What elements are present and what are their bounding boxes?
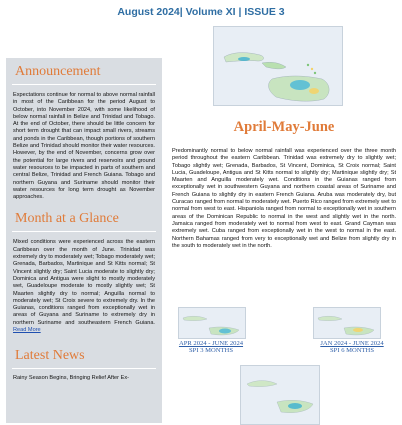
caption-period: APR 2024 - JUNE 2024 [178,340,244,347]
sidebar [6,58,162,423]
spi-6-month-map [313,307,381,339]
spi-6-month-caption [309,340,395,355]
month-at-glance-text: Mixed conditions were experienced across the eastern Caribbean over the month of June. Trinidad was extremely dry to moderately wet; Tobago moderately wet; Grenada, Barbados, Martinique and St Kitts normal; St Vincent slightly dry; Saint Lucia moderate to slightly dry; Dominica and Antigua were slight to mostly moderately wet, Guadeloupe moderate to mostly slightly wet; St Maarten slightly dry to normal; Anguilla normal to moderately wet; St Croix severe to extremely dry. In the Guianas, conditions ranged from exceptionally wet in areas of Guyana and Suriname to extremely dry in northern Suriname and southeastern French Guiana. [13,239,155,326]
news-item[interactable]: Rainy Season Begins, Bringing Relief After Ex- [13,375,129,382]
spi-map-bottom [240,365,320,425]
spi-3-month-caption [168,340,254,355]
divider [12,84,156,85]
main-body-text: Predominantly normal to below normal rainfall was experienced over the three month period throughout the eastern Caribbean. Trinidad was extremely dry to slightly wet; Tobago slightly wet; Grenada, Barbados, St Vincent, Dominica, St Croix normal; Saint Lucia, Guadeloupe, Antigua and St Kitts normal to slightly dry; Martinique slightly dry; St Maarten and Anguilla moderately wet. Conditions in the Guianas ranged from exceptionally wet in southwestern Guyana and northern coastal areas of Suriname and French Guiana to slightly dry in eastern French Guiana. Aruba was moderately dry, but Curacao ranged from normal to moderately wet. Puerto Rico ranged from extremely wet to normal from west to east. Hispaniola ranged from normal to exceptionally wet in southern areas of the Dominican Republic to normal in the west and slightly wet in the north. Jamaica ranged from moderately wet to normal from west to east. Grand Cayman was extremely wet. Cuba ranged from exceptionally wet in the west to normal in the east. Northern Bahamas ranged from very to exceptionally wet and Belize from slightly dry in the south to moderately wet in the north. [172,148,396,249]
month-at-glance-body [6,239,162,334]
divider [12,231,156,232]
month-at-glance-title: Month at a Glance [15,211,119,227]
spi-map-main [213,26,343,106]
spi-3-month-map [178,307,246,339]
divider [12,368,156,369]
caption-period: JAN 2024 - JUNE 2024 [320,340,384,347]
page-title: April-May-June [233,119,335,135]
latest-news-title: Latest News [15,348,85,364]
caption-index: SPI 6 MONTHS [330,347,374,355]
announcement-title: Announcement [15,64,101,79]
read-more-link[interactable]: Read More [13,327,41,334]
announcement-body: Expectations continue for normal to above normal rainfall in most of the Caribbean for the period August to October, into November 2024, with some likelihood of below normal rainfall in Belize and Trinidad and Tobago. At the end of October, there should be little concern for short term drought that can impact small rivers, streams and ponds in the Caribbean, though portions of southern Belize and Trinidad should monitor their water resources. However, by the end of November, concerns grow over the potential for large rivers and reservoirs and ground water resources to be impacted in parts of southern and central Belize, Trinidad and French Guiana. Tobago and northern Guyana and Suriname should monitor their water resources for long term drought as November approaches. [13,92,155,201]
issue-line: August 2024| Volume XI | ISSUE 3 [117,6,285,18]
caption-index: SPI 3 MONTHS [189,347,233,355]
